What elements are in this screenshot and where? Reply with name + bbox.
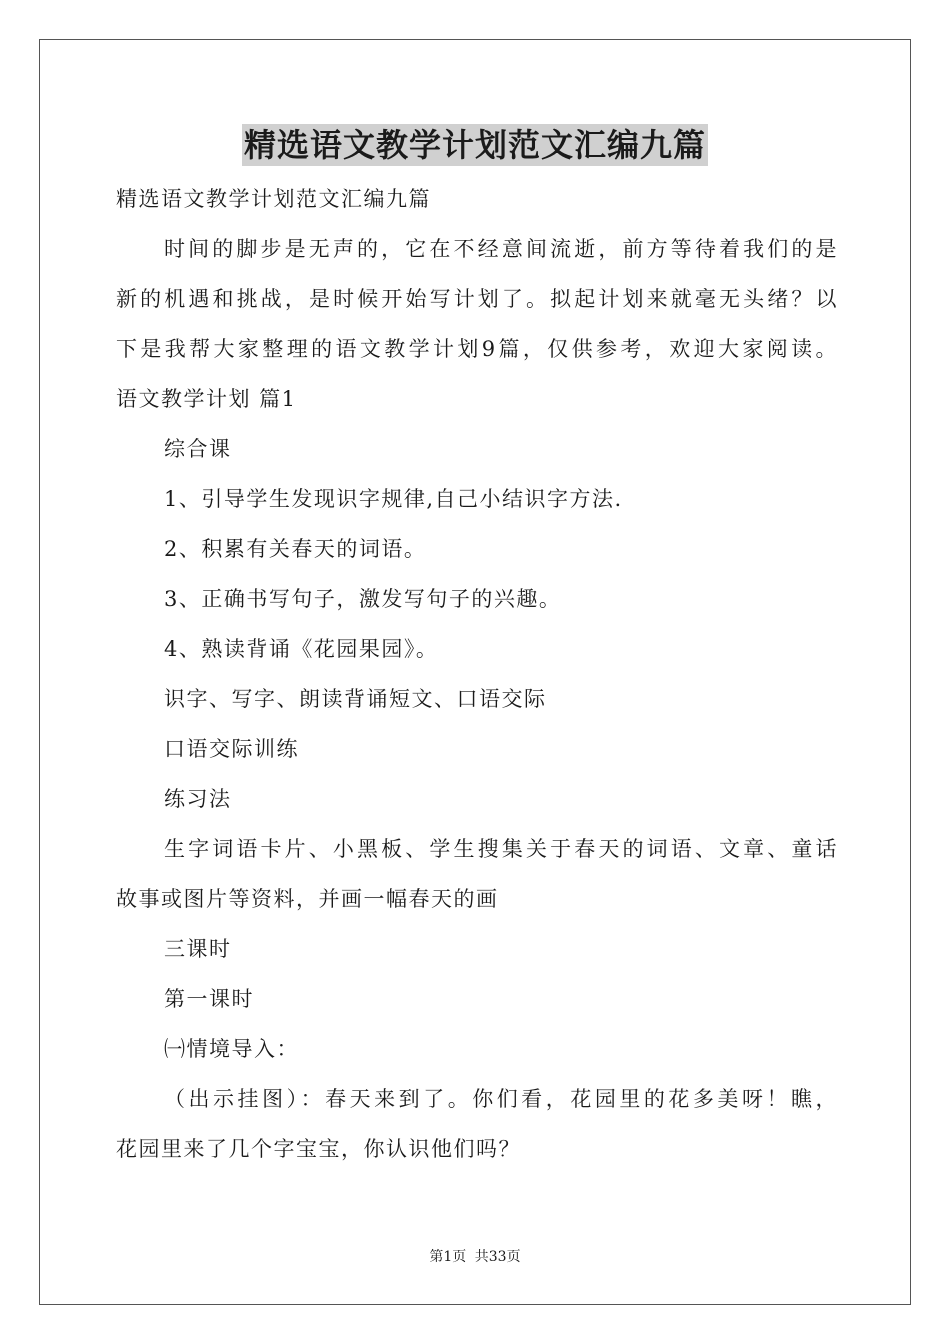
materials-line-1: 生字词语卡片、小黑板、学生搜集关于春天的词语、文章、童话 <box>164 837 838 861</box>
title-wrap <box>0 124 950 166</box>
intro-line-3: 下是我帮大家整理的语文教学计划9篇，仅供参考，欢迎大家阅读。 <box>116 337 838 361</box>
page-footer <box>0 1247 950 1267</box>
closing-line-1: （出示挂图）：春天来到了。你们看，花园里的花多美呀！瞧， <box>164 1087 838 1111</box>
list-item: 3、正确书写句子，激发写句子的兴趣。 <box>164 587 562 611</box>
list-item: 2、积累有关春天的词语。 <box>164 537 427 561</box>
list-item: 口语交际训练 <box>164 737 299 761</box>
list-item: ㈠情境导入： <box>164 1037 299 1061</box>
list-item: 综合课 <box>164 437 232 461</box>
subtitle: 精选语文教学计划范文汇编九篇 <box>116 187 431 211</box>
page-number: 第1页 <box>429 1249 467 1265</box>
list-item: 4、熟读背诵《花园果园》。 <box>164 637 439 661</box>
materials-line-2: 故事或图片等资料，并画一幅春天的画 <box>116 887 499 911</box>
section-heading: 语文教学计划 篇1 <box>116 387 297 411</box>
list-item: 识字、写字、朗读背诵短文、口语交际 <box>164 687 547 711</box>
intro-line-2: 新的机遇和挑战，是时候开始写计划了。拟起计划来就毫无头绪？以 <box>116 287 838 311</box>
closing-line-2: 花园里来了几个字宝宝，你认识他们吗？ <box>116 1137 521 1161</box>
intro-line-1: 时间的脚步是无声的，它在不经意间流逝，前方等待着我们的是 <box>164 237 838 261</box>
page-total: 共33页 <box>474 1249 521 1265</box>
list-item: 三课时 <box>164 937 232 961</box>
list-item: 练习法 <box>164 787 232 811</box>
list-item: 1、引导学生发现识字规律,自己小结识字方法. <box>164 487 623 511</box>
document-body <box>116 174 838 1174</box>
document-title: 精选语文教学计划范文汇编九篇 <box>243 126 706 164</box>
list-item: 第一课时 <box>164 987 254 1011</box>
